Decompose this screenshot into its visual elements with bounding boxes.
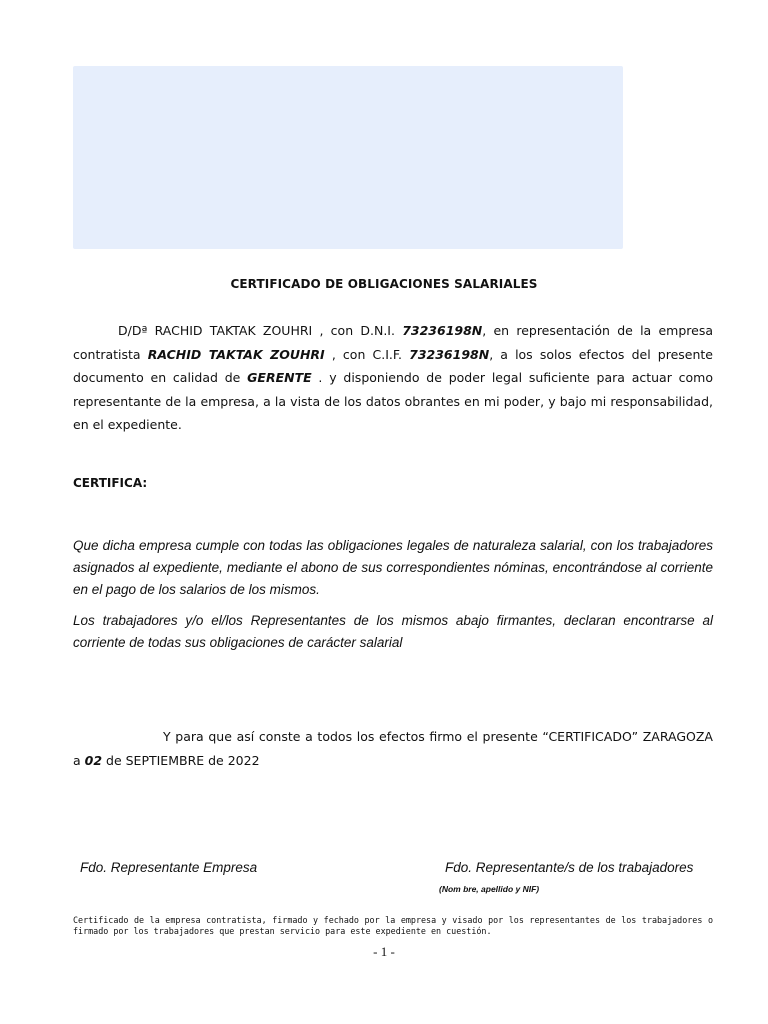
intro-text-4: , a los solos efectos del presente documento en calidad de [73,346,713,385]
closing-text-2: de SEPTIEMBRE de 2022 [102,752,260,768]
intro-text-3: , con C.I.F. [324,346,410,362]
cif-value: 73236198N [409,346,490,362]
intro-text-5: . y disponiendo de poder legal suficiente para actuar como representante de la empresa, a la vista de los datos obrantes en mi poder, y bajo mi responsabilidad, en el expediente. [73,370,713,432]
statement-paragraph-1: Que dicha empresa cumple con todas las obligaciones legales de naturaleza salarial, con los trabajadores asignados al expediente, mediante el abono de sus correspondientes nóminas, encontrándose al corriente en el pago de los salarios de los mismos. [73,538,713,597]
closing-text-1: Y para que así conste a todos los efectos firmo el presente “CERTIFICADO” ZARAGOZA a [73,729,713,768]
company-name: RACHID TAKTAK ZOUHRI [147,346,325,362]
role-value: GERENTE [247,370,312,385]
page-number: - 1 - [373,944,395,959]
footnote: Certificado de la empresa contratista, firmado y fechado por la empresa y visado por los representantes de los trabajadores o firmado por los trabajadores que prestan servicio para este expediente en cuestión. [73,915,713,936]
company-signature-label: Fdo. Representante Empresa [80,860,258,875]
intro-text-1: D/Dª RACHID TAKTAK ZOUHRI , con D.N.I. [118,323,403,338]
workers-signature-label: Fdo. Representante/s de los trabajadores [445,860,694,875]
certifica-label: CERTIFICA: [73,476,148,490]
closing-day: 02 [84,752,103,768]
document-title: CERTIFICADO DE OBLIGACIONES SALARIALES [230,277,538,291]
letterhead-placeholder [73,66,623,249]
workers-signature-note: (Nom bre, apellido y NIF) [439,884,540,894]
intro-text-2: , en representación de la empresa contratista [73,323,713,362]
intro-paragraph [73,319,713,437]
statement-paragraph-2: Los trabajadores y/o el/los Representantes de los mismos abajo firmantes, declaran encontrarse al corriente de todas sus obligaciones de carácter salarial [73,613,713,650]
closing-paragraph [73,725,713,772]
dni-value: 73236198N [402,323,483,338]
